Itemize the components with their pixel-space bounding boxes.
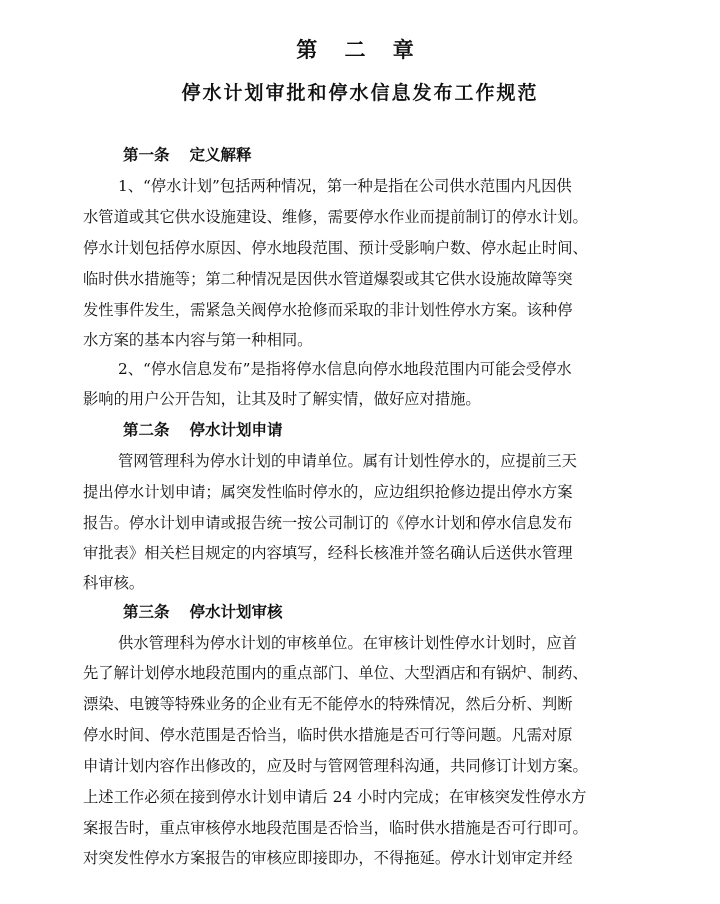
paragraph-line: 临时供水措施等；第二种情况是因供水管道爆裂或其它供水设施故障等突 — [83, 270, 573, 288]
paragraph-line: 停水时间、停水范围是否恰当，临时供水措施是否可行等问题。凡需对原 — [83, 726, 573, 744]
chapter-number: 第 二 章 — [296, 38, 424, 62]
page-title: 停水计划审批和停水信息发布工作规范 — [181, 82, 539, 104]
paragraph-line: 报告。停水计划申请或报告统一按公司制订的《停水计划和停水信息发布 — [83, 514, 573, 532]
article-name: 定义解释 — [189, 146, 252, 164]
paragraph-line: 1、“停水计划”包括两种情况，第一种是指在公司供水范围内凡因供 — [118, 177, 572, 195]
paragraph-line: 提出停水计划申请；属突发性临时停水的，应边组织抢修边提出停水方案 — [83, 483, 573, 501]
paragraph-line: 申请计划内容作出修改的，应及时与管网管理科沟通，共同修订计划方案。 — [83, 757, 588, 775]
paragraph-line: 2、“停水信息发布”是指将停水信息向停水地段范围内可能会受停水 — [118, 360, 572, 378]
paragraph-line: 停水计划包括停水原因、停水地段范围、预计受影响户数、停水起止时间、 — [83, 239, 588, 257]
paragraph-line: 漂染、电镀等特殊业务的企业有无不能停水的特殊情况，然后分析、判断 — [83, 695, 573, 713]
paragraph-line: 影响的用户公开告知，让其及时了解实情，做好应对措施。 — [83, 390, 481, 408]
paragraph-line: 案报告时，重点审核停水地段范围是否恰当，临时供水措施是否可行即可。 — [83, 819, 588, 837]
paragraph-line: 水方案的基本内容与第一种相同。 — [83, 331, 313, 349]
article-heading — [123, 145, 252, 165]
article-heading — [123, 602, 283, 622]
article-number: 第二条 — [123, 421, 170, 439]
paragraph-line: 审批表》相关栏目规定的内容填写，经科长核准并签名确认后送供水管理 — [83, 544, 573, 562]
paragraph-line: 先了解计划停水地段范围内的重点部门、单位、大型酒店和有锅炉、制药、 — [83, 664, 588, 682]
article-number: 第一条 — [123, 146, 170, 164]
paragraph-line: 上述工作必须在接到停水计划申请后 24 小时内完成；在审核突发性停水方 — [83, 788, 587, 806]
paragraph-line: 科审核。 — [83, 574, 145, 592]
article-number: 第三条 — [123, 603, 170, 621]
article-name: 停水计划申请 — [189, 421, 283, 439]
article-name: 停水计划审核 — [189, 603, 283, 621]
paragraph-line: 管网管理科为停水计划的申请单位。属有计划性停水的，应提前三天 — [118, 452, 577, 470]
paragraph-line: 发性事件发生，需紧急关阀停水抢修而采取的非计划性停水方案。该种停 — [83, 301, 573, 319]
article-heading — [123, 420, 283, 440]
paragraph-line: 对突发性停水方案报告的审核应即接即办，不得拖延。停水计划审定并经 — [83, 849, 573, 867]
paragraph-line: 供水管理科为停水计划的审核单位。在审核计划性停水计划时，应首 — [118, 634, 577, 652]
paragraph-line: 水管道或其它供水设施建设、维修，需要停水作业而提前制订的停水计划。 — [83, 208, 588, 226]
